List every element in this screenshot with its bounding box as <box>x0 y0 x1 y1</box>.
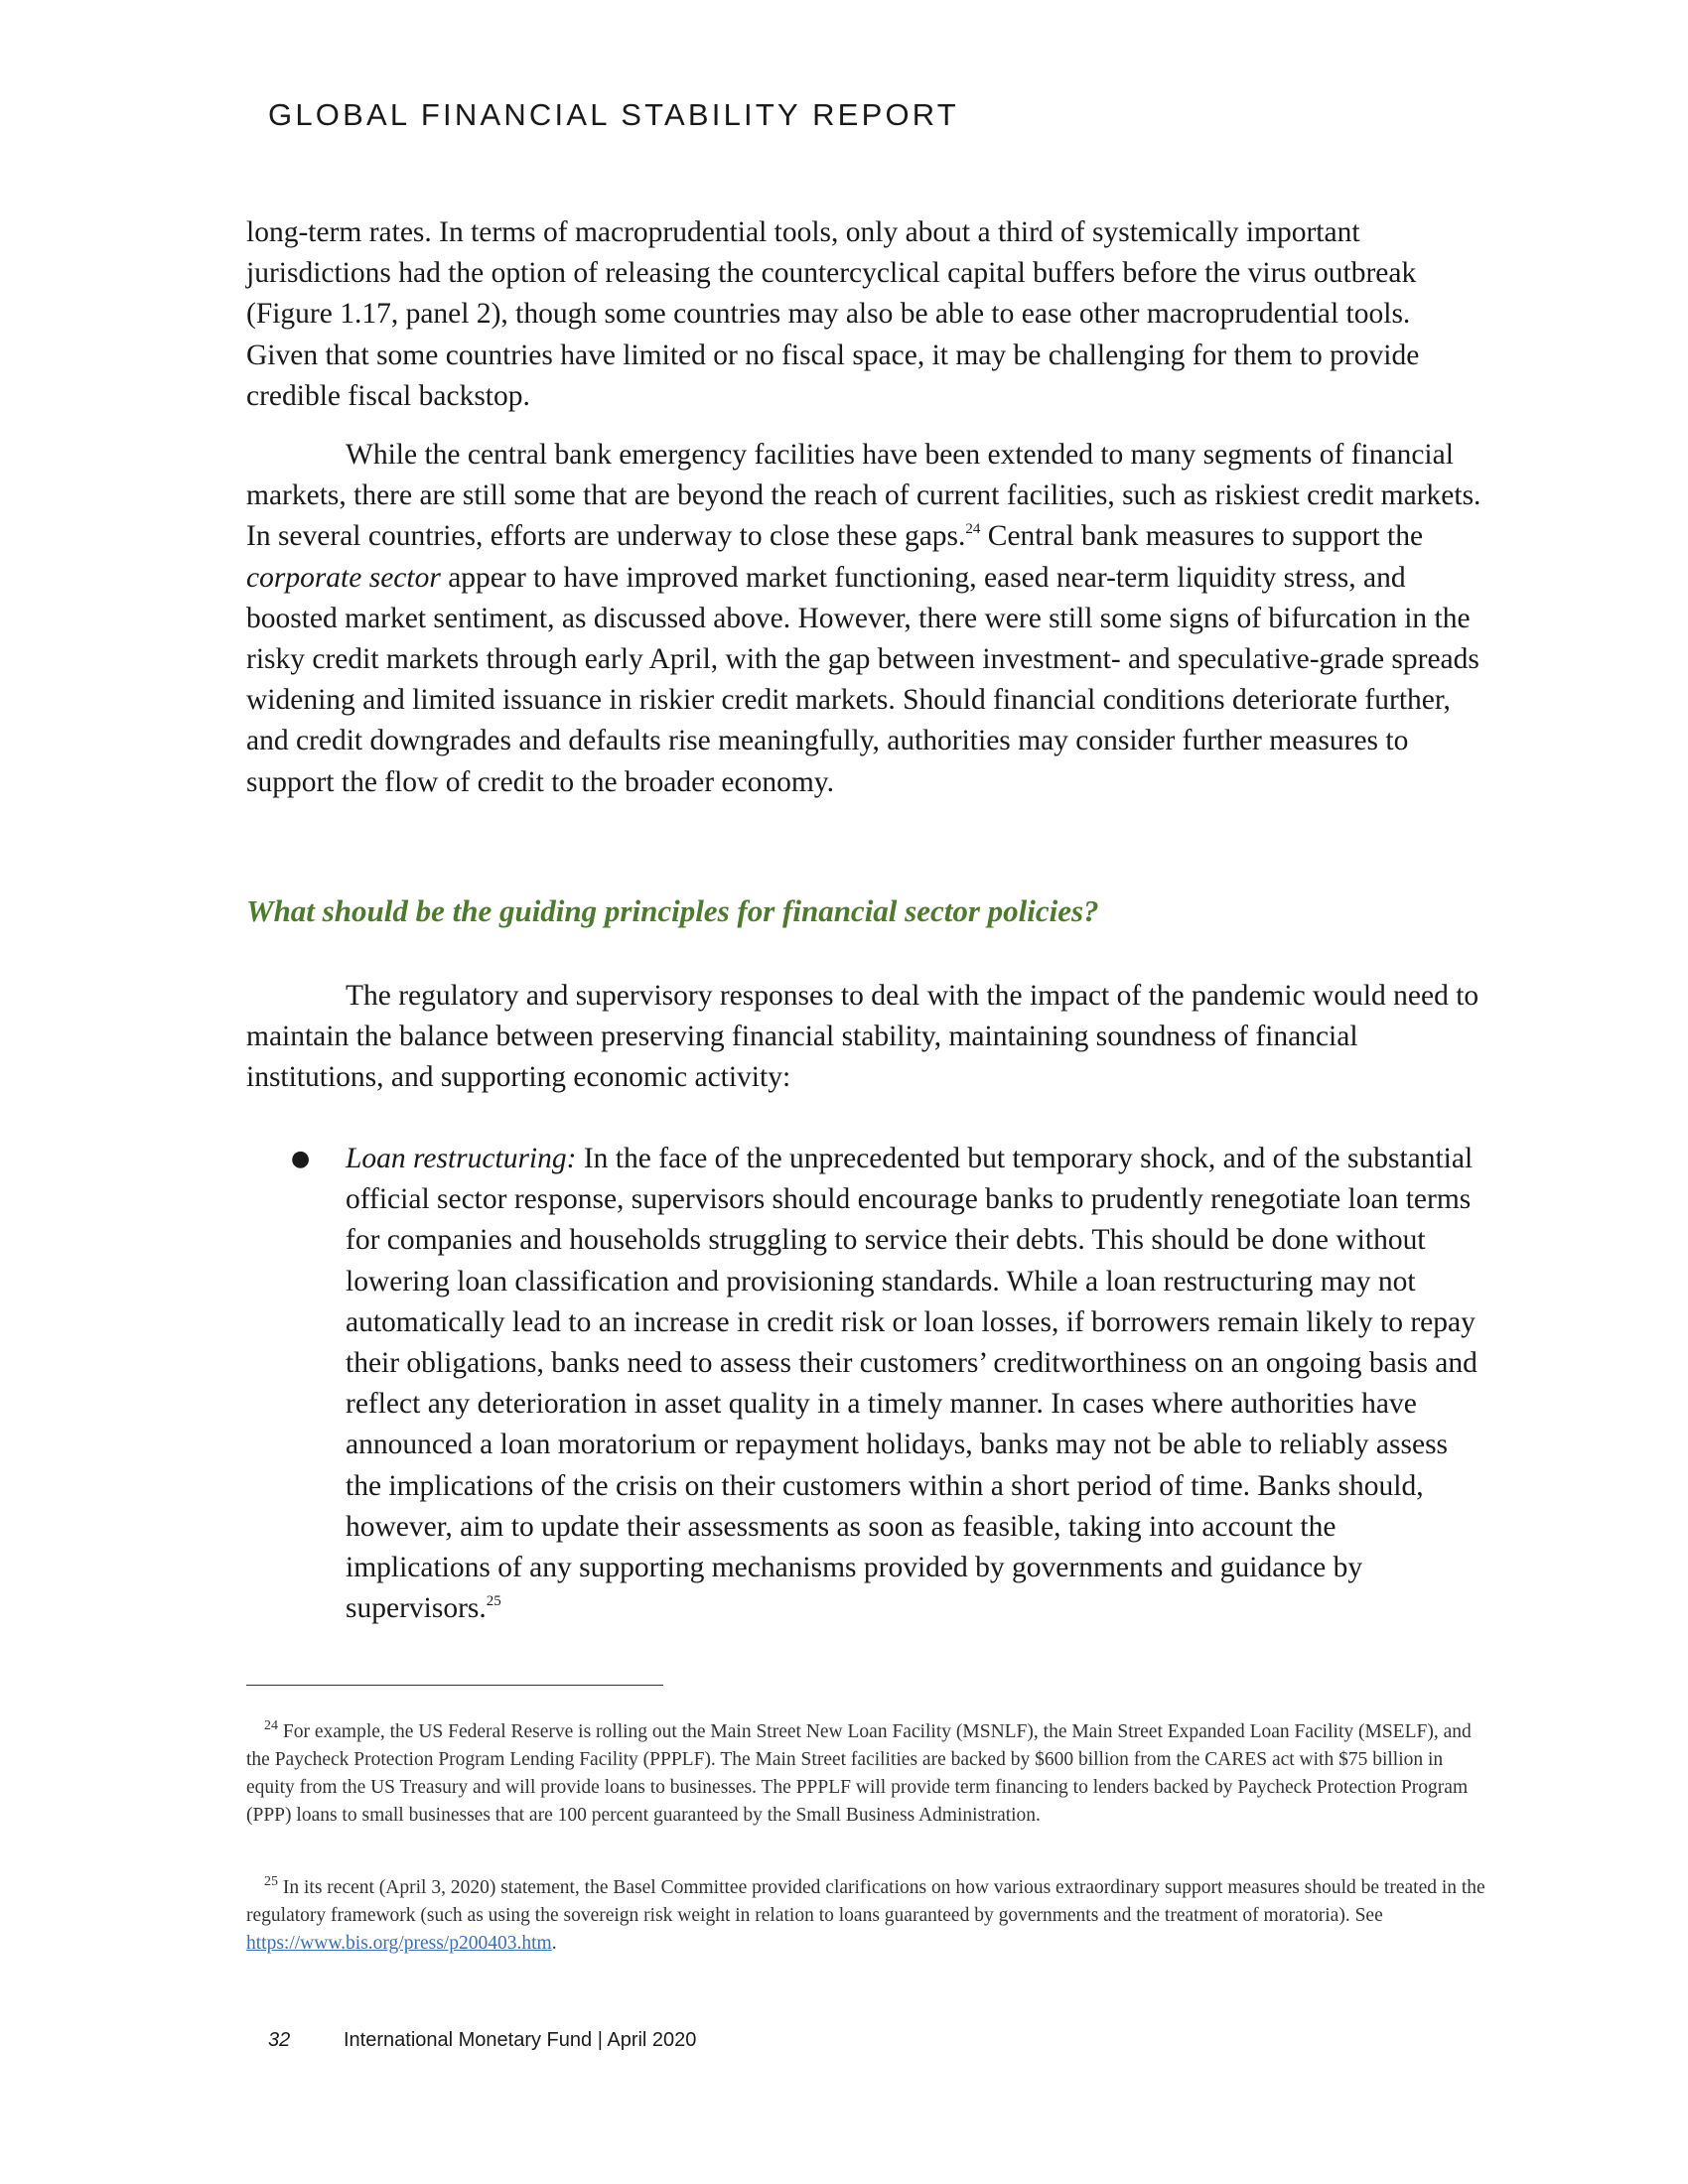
running-header: GLOBAL FINANCIAL STABILITY REPORT <box>268 97 959 132</box>
paragraph-intro: The regulatory and supervisory responses to deal with the impact of the pandemic would need to maintain the balance between preserving financial stability, maintaining soundness of financial institutions, and supporting economic activity: <box>246 980 1479 1094</box>
footer-text: International Monetary Fund | April 2020 <box>344 2029 697 2051</box>
page-number: 32 <box>268 2029 291 2051</box>
footnote-text-end: . <box>551 1933 557 1954</box>
footnote-ref-25[interactable]: 25 <box>486 1593 501 1610</box>
paragraph-text: Central bank measures to support the <box>980 520 1424 553</box>
footnote-24 <box>246 1718 1487 1830</box>
bullet-icon: ● <box>291 1147 311 1171</box>
paragraph-central-bank-facilities <box>246 435 1487 803</box>
footnote-text: In its recent (April 3, 2020) statement, the Basel Committee provided clarifications on how various extraordinary support measures should be treated in the regulatory framework (such as using the sovereign risk weight in relation to loans guaranteed by governments and the treatment of moratoria). See <box>246 1877 1485 1926</box>
paragraph-text: appear to have improved market functioning, eased near-term liquidity stress, and boosted market sentiment, as discussed above. However, there were still some signs of bifurcation in the risky credit markets through early April, with the gap between investment- and speculative-grade spreads widening and limited issuance in riskier credit markets. Should financial conditions deteriorate further, and credit downgrades and defaults rise meaningfully, authorities may consider further measures to support the flow of credit to the broader economy. <box>246 561 1479 798</box>
paragraph-text: While the central bank emergency facilities have been extended to many segments of financial markets, there are still some that are beyond the reach of current facilities, such as riskiest credit markets. In several countries, efforts are underway to close these gaps. <box>246 439 1481 553</box>
bullet-label: Loan restructuring: <box>346 1143 577 1174</box>
bullet-body: In the face of the unprecedented but temporary shock, and of the substantial official sector response, supervisors should encourage banks to prudently renegotiate loan terms for companies and households struggling to service their debts. This should be done without lowering loan classification and provisioning standards. While a loan restructuring may not automatically lead to an increase in credit risk or loan losses, if borrowers remain likely to repay their obligations, banks need to assess their customers’ creditworthiness on an ongoing basis and reflect any deterioration in asset quality in a timely manner. In cases where authorities have announced a loan moratorium or repayment holidays, banks may not be able to reliably assess the implications of the crisis on their customers within a short period of time. Banks should, however, aim to update their assessments as soon as feasible, taking into account the implications of any supporting mechanisms provided by governments and guidance by supervisors. <box>346 1143 1477 1625</box>
bis-press-link[interactable]: https://www.bis.org/press/p200403.htm <box>246 1933 552 1954</box>
footnote-number: 24 <box>264 1718 278 1733</box>
page-footer <box>268 2029 696 2052</box>
footnote-25 <box>246 1874 1487 1958</box>
footnote-number: 25 <box>264 1874 278 1889</box>
emphasis-corporate-sector: corporate sector <box>246 561 441 594</box>
bullet-text <box>346 1139 1487 1629</box>
paragraph-fiscal-space: long-term rates. In terms of macroprudential tools, only about a third of systemically important jurisdictions had the option of releasing the countercyclical capital buffers before the virus outbreak (Figure 1.17, panel 2), though some countries may also be able to ease other macroprudential tools. Given that some countries have limited or no fiscal space, it may be challenging for them to provide credible fiscal backstop. <box>246 216 1420 412</box>
footnote-divider <box>246 1685 663 1686</box>
footnote-text: For example, the US Federal Reserve is rolling out the Main Street New Loan Facility (MSNLF), the Main Street Expanded Loan Facility (MSELF), and the Paycheck Protection Program Lending Facility (PPPLF). The Main Street facilities are backed by $600 billion from the CARES act with $75 billion in equity from the US Treasury and will provide loans to businesses. The PPPLF will provide term financing to lenders backed by Paycheck Protection Program (PPP) loans to small businesses that are 100 percent guaranteed by the Small Business Administration. <box>246 1721 1472 1826</box>
footnote-ref-24[interactable]: 24 <box>965 521 981 538</box>
section-heading: What should be the guiding principles for financial sector policies? <box>246 893 1099 928</box>
